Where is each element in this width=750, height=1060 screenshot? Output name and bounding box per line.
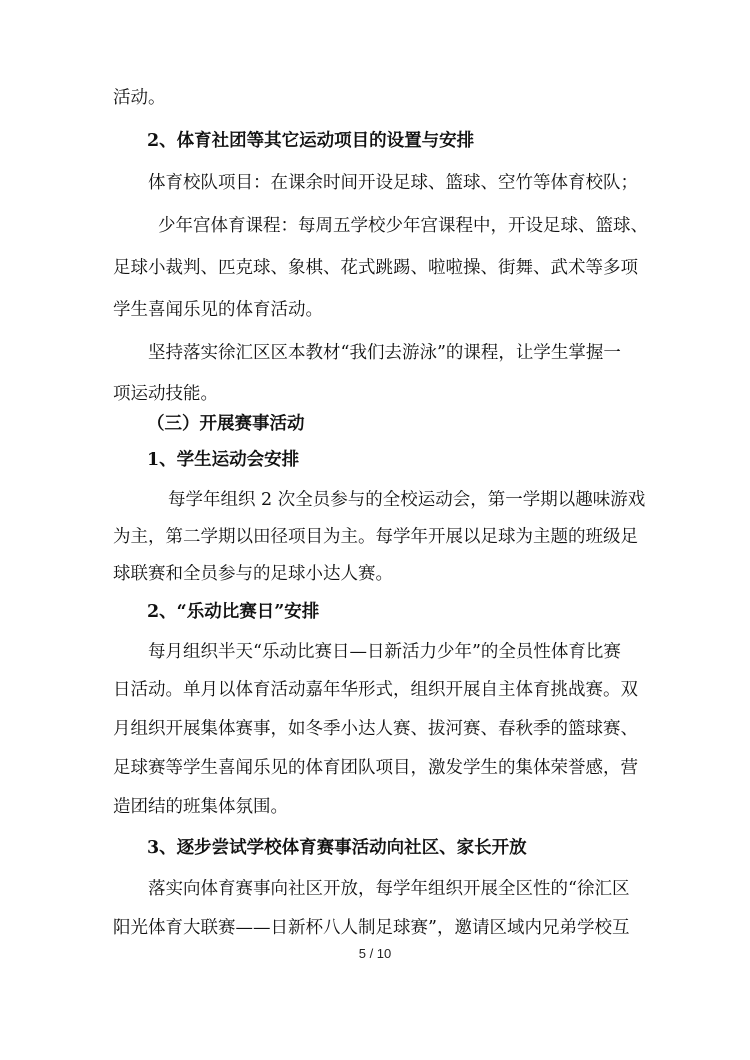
text-line: 坚持落实徐汇区区本教材“我们去游泳”的课程，让学生掌握一: [148, 343, 621, 363]
page-number: 5 / 10: [358, 946, 392, 961]
text-line: 为主，第二学期以田径项目为主。每学年开展以足球为主题的班级足: [113, 527, 638, 547]
text-line: 学生喜闻乐见的体育活动。: [113, 300, 323, 320]
text-line: 月组织开展集体赛事，如冬季小达人赛、拔河赛、春秋季的篮球赛、: [113, 719, 638, 739]
section-heading: 2、“乐动比赛日”安排: [147, 602, 320, 622]
text-line: 造团结的班集体氛围。: [113, 797, 288, 817]
section-heading: 1、学生运动会安排: [147, 450, 300, 470]
section-heading: 3、逐步尝试学校体育赛事活动向社区、家长开放: [147, 838, 527, 858]
section-heading: 2、体育社团等其它运动项目的设置与安排: [147, 131, 475, 151]
text-line: 每学年组织 2 次全员参与的全校运动会，第一学期以趣味游戏: [168, 490, 646, 510]
text-line: 活动。: [113, 88, 166, 108]
text-line: 落实向体育赛事向社区开放，每学年组织开展全区性的“徐汇区: [148, 879, 630, 899]
text-line: 阳光体育大联赛——日新杯八人制足球赛”，邀请区域内兄弟学校互: [113, 918, 630, 938]
text-line: 足球小裁判、匹克球、象棋、花式跳踢、啦啦操、街舞、武术等多项: [113, 258, 638, 278]
text-line: 足球赛等学生喜闻乐见的体育团队项目，激发学生的集体荣誉感，营: [113, 758, 638, 778]
text-line: 体育校队项目：在课余时间开设足球、篮球、空竹等体育校队；: [148, 173, 638, 193]
text-line: 少年宫体育课程：每周五学校少年宫课程中，开设足球、篮球、: [158, 216, 648, 236]
text-line: 球联赛和全员参与的足球小达人赛。: [113, 564, 393, 584]
section-heading: （三）开展赛事活动: [147, 414, 305, 434]
text-line: 每月组织半天“乐动比赛日—日新活力少年”的全员性体育比赛: [148, 642, 621, 662]
text-line: 项运动技能。: [113, 384, 218, 404]
text-line: 日活动。单月以体育活动嘉年华形式，组织开展自主体育挑战赛。双: [113, 680, 638, 700]
